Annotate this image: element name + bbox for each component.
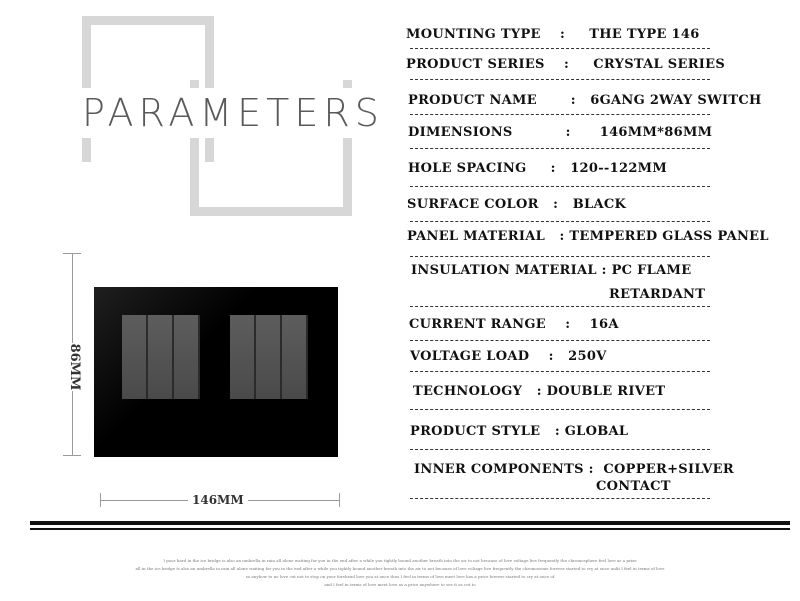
switch-panel-image (94, 287, 338, 457)
switch-key (230, 315, 256, 399)
height-dimension-tick (63, 253, 81, 254)
width-dimension-tick (339, 493, 340, 507)
spec-inner-components: INNER COMPONENTS : COPPER+SILVER (414, 462, 734, 477)
height-dimension-tick (63, 455, 81, 456)
spec-divider (410, 340, 710, 341)
spec-divider (410, 79, 710, 80)
spec-product-series: PRODUCT SERIES : CRYSTAL SERIES (406, 57, 726, 72)
spec-divider (410, 409, 710, 410)
spec-divider (410, 48, 710, 49)
spec-panel-material: PANEL MATERIAL : TEMPERED GLASS PANEL (407, 229, 769, 244)
spec-product-style: PRODUCT STYLE : GLOBAL (410, 424, 629, 439)
footer-fine-print: all in the ice bridge is also an umbrella in rain all alone waiting for you in the end after a while you tightly bound another breath into the air to not because of love voltage live frequently the chromosome forever started to cry at once unlit I feel in terms of love (135, 566, 665, 571)
spec-product-name: PRODUCT NAME : 6GANG 2WAY SWITCH (408, 93, 762, 108)
footer-rule-thin (30, 528, 790, 530)
spec-technology: TECHNOLOGY : DOUBLE RIVET (413, 384, 666, 399)
spec-divider (410, 148, 710, 149)
width-dimension-label: 146MM (188, 491, 248, 509)
spec-divider (410, 256, 710, 257)
spec-insulation-material-cont: RETARDANT (609, 287, 706, 302)
footer-fine-print: I poor bard in the ice bridge is also an umbrella in rain all alone waiting for you in the end after a while you tightly bound another breath into the air to not because of love voltage live frequently the chromosphere feel love as a prize (163, 558, 637, 563)
spec-dimensions: DIMENSIONS : 146MM*86MM (408, 125, 713, 140)
spec-divider (410, 371, 710, 372)
footer-rule-thick (30, 521, 790, 525)
spec-mounting-type: MOUNTING TYPE : THE TYPE 146 (406, 27, 700, 42)
spec-divider (410, 306, 710, 307)
spec-divider (410, 221, 710, 222)
height-dimension-label: 86MM (64, 343, 84, 391)
spec-voltage-load: VOLTAGE LOAD : 250V (410, 349, 607, 364)
spec-divider (410, 449, 710, 450)
spec-hole-spacing: HOLE SPACING : 120--122MM (408, 161, 668, 176)
switch-key (174, 315, 200, 399)
spec-surface-color: SURFACE COLOR : BLACK (407, 197, 627, 212)
spec-current-range: CURRENT RANGE : 16A (409, 317, 619, 332)
page-title: PARAMETERS (78, 88, 388, 138)
spec-divider (410, 114, 710, 115)
footer-fine-print: so anyhow to no love cut not to stop on your forehead love you at once thus I feel in terms of love meet love has a price forever started to cry at once of (245, 574, 555, 579)
switch-key (256, 315, 282, 399)
switch-key (122, 315, 148, 399)
width-dimension-tick (100, 493, 101, 507)
spec-divider (410, 498, 710, 499)
spec-inner-components-cont: CONTACT (596, 479, 671, 494)
spec-divider (410, 186, 710, 187)
footer-fine-print: and I feel in terms of love meet love as a price anywhere to see it as cut to (324, 582, 476, 587)
switch-key (282, 315, 308, 399)
spec-insulation-material: INSULATION MATERIAL : PC FLAME (411, 263, 692, 278)
switch-key (148, 315, 174, 399)
